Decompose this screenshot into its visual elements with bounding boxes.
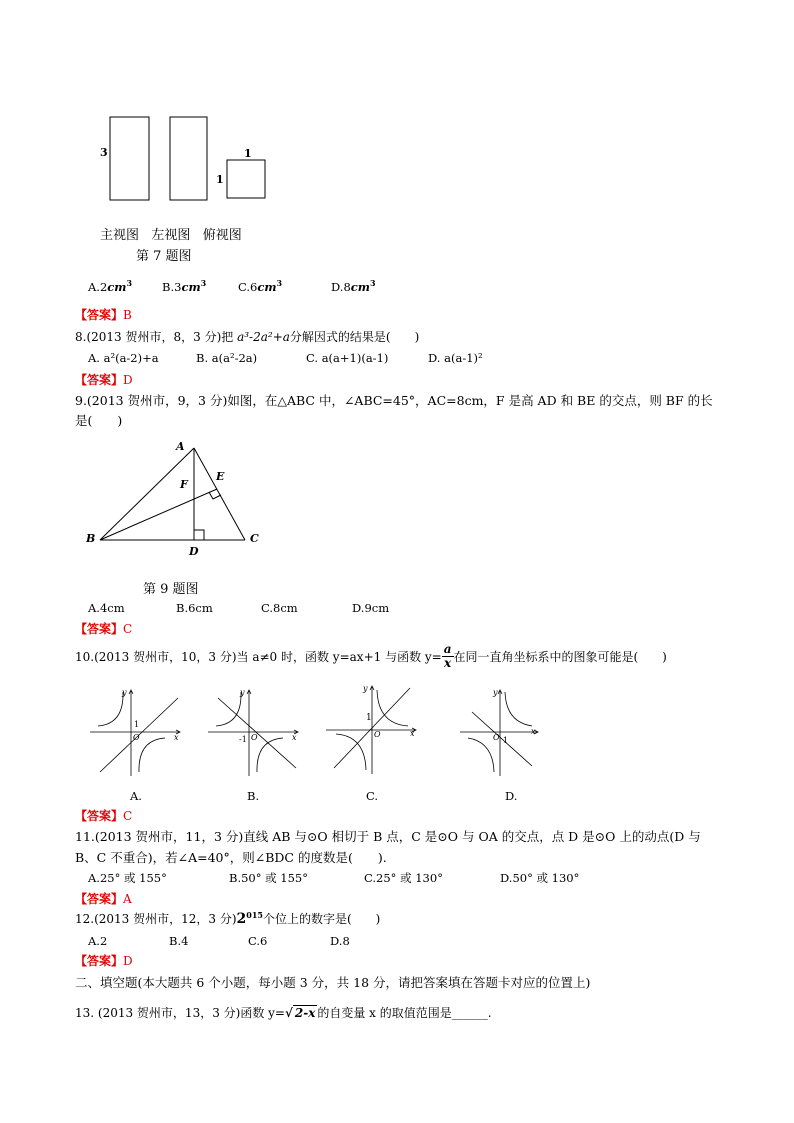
front-view-rect	[110, 117, 149, 200]
q7-view-labels: 主视图 左视图 俯视图	[100, 228, 242, 243]
top-view-rect	[227, 160, 265, 198]
q10-graph-b-y: y	[240, 688, 245, 697]
q10-graph-d-1: 1	[503, 736, 509, 745]
q10-graph-b-x: x	[292, 733, 297, 742]
q10-graph-d-y: y	[493, 688, 498, 697]
q8-option-a: A. a²(a-2)+a	[88, 351, 159, 365]
q7-option-d: $D.8cm^3$	[331, 278, 376, 294]
q9-label-b: B	[86, 532, 96, 545]
q9-label-d: D	[189, 545, 199, 558]
q7-label-3: 3	[100, 146, 108, 159]
q9-figure	[80, 440, 270, 560]
q10-option-c: C.	[366, 789, 379, 803]
q8-option-d: D. a(a-1)²	[428, 351, 483, 365]
q9-option-b: B.6cm	[176, 601, 213, 615]
q9-answer: 【答案】C	[75, 622, 133, 636]
right-angle-d	[194, 530, 204, 540]
q9-caption: 第 9 题图	[143, 582, 199, 597]
q10-graph-a-1: 1	[134, 720, 140, 729]
q7-option-b: $B.3cm^3$	[162, 278, 207, 294]
q9-label-c: C	[250, 532, 259, 545]
q12-option-c: C.6	[248, 934, 268, 948]
q10-graph-d-x: x	[531, 727, 536, 736]
q10-graph-b-neg1: -1	[239, 735, 247, 744]
q9-stem-line2: 是( )	[75, 413, 123, 428]
side-ab	[100, 448, 194, 540]
q7-option-c: $C.6cm^3$	[238, 278, 283, 294]
q7-figure	[90, 110, 290, 220]
q10-option-b: B.	[247, 789, 260, 803]
q11-option-d: D.50° 或 130°	[500, 871, 580, 885]
q10-graph-b-o: O	[251, 733, 258, 742]
q13-stem: 13. (2013 贺州市，13，3 分)函数 y=√ 2-x 的自变量 x 的取值范围是______.	[75, 1006, 492, 1020]
q10-stem: 10.(2013 贺州市，10，3 分)当 a≠0 时，函数 y=ax+1 与函数 y= $\frac{a}{x}$ 在同一直角坐标系中的图象可能是( )	[75, 642, 667, 670]
q8-answer: 【答案】D	[75, 373, 133, 387]
q11-option-b: B.50° 或 155°	[229, 871, 309, 885]
q10-option-d: D.	[505, 789, 518, 803]
q11-answer: 【答案】A	[75, 892, 132, 906]
q9-label-a: A	[176, 440, 185, 453]
q10-graph-a-o: O	[133, 733, 140, 742]
q11-option-a: A.25° 或 155°	[88, 871, 167, 885]
q9-option-a: A.4cm	[88, 601, 125, 615]
q7-option-a: $A.2cm^3$	[88, 278, 133, 294]
q7-label-1-top: 1	[244, 147, 252, 160]
left-view-rect	[170, 117, 207, 200]
q12-option-a: A.2	[88, 934, 108, 948]
q12-answer: 【答案】D	[75, 954, 133, 968]
q10-graph-d-o: O	[493, 733, 500, 742]
q12-option-b: B.4	[169, 934, 189, 948]
q9-option-d: D.9cm	[352, 601, 390, 615]
q10-graph-c-o: O	[374, 730, 381, 739]
q9-label-f: F	[180, 478, 188, 491]
q10-graph-a-y: y	[122, 688, 127, 697]
q10-graph-c-y: y	[363, 684, 368, 693]
q9-stem-line1: 9.(2013 贺州市，9，3 分)如图，在△ABC 中，∠ABC=45°，AC=8cm，F 是高 AD 和 BE 的交点，则 BF 的长	[75, 393, 713, 408]
q8-stem: 8.(2013 贺州市，8，3 分)把 a³-2a²+a分解因式的结果是( )	[75, 330, 420, 344]
q10-graph-c-x: x	[410, 729, 415, 738]
q10-answer: 【答案】C	[75, 809, 133, 823]
q9-label-e: E	[216, 470, 225, 483]
q7-answer: 【答案】B	[75, 308, 132, 322]
q11-stem-line2: B、C 不重合)，若∠A=40°，则∠BDC 的度数是( ).	[75, 850, 387, 865]
q10-graph-c-1: 1	[366, 713, 372, 723]
q12-stem: 12.(2013 贺州市，12，3 分)$2^{015}$个位上的数字是( )	[75, 910, 381, 927]
q12-option-d: D.8	[330, 934, 350, 948]
q9-option-c: C.8cm	[261, 601, 298, 615]
q8-option-c: C. a(a+1)(a-1)	[306, 351, 389, 365]
q11-option-c: C.25° 或 130°	[364, 871, 443, 885]
q7-caption: 第 7 题图	[136, 249, 192, 264]
q10-graph-d	[460, 688, 555, 778]
q10-graph-a-x: x	[174, 733, 179, 742]
section-heading: 二、填空题(本大题共 6 个小题，每小题 3 分，共 18 分，请把答案填在答题卡对应的位置上)	[75, 975, 591, 990]
q10-option-a: A.	[130, 789, 142, 803]
altitude-be	[100, 489, 217, 540]
q7-label-1-left: 1	[216, 173, 224, 186]
q11-stem-line1: 11.(2013 贺州市，11，3 分)直线 AB 与⊙O 相切于 B 点，C 是⊙O 与 OA 的交点，点 D 是⊙O 上的动点(D 与	[75, 829, 701, 844]
q8-option-b: B. a(a²-2a)	[196, 351, 258, 365]
side-ac	[194, 448, 245, 540]
q10-fraction: $\frac{a}{x}$	[443, 642, 452, 670]
q13-radicand: 2-x	[294, 1006, 316, 1020]
